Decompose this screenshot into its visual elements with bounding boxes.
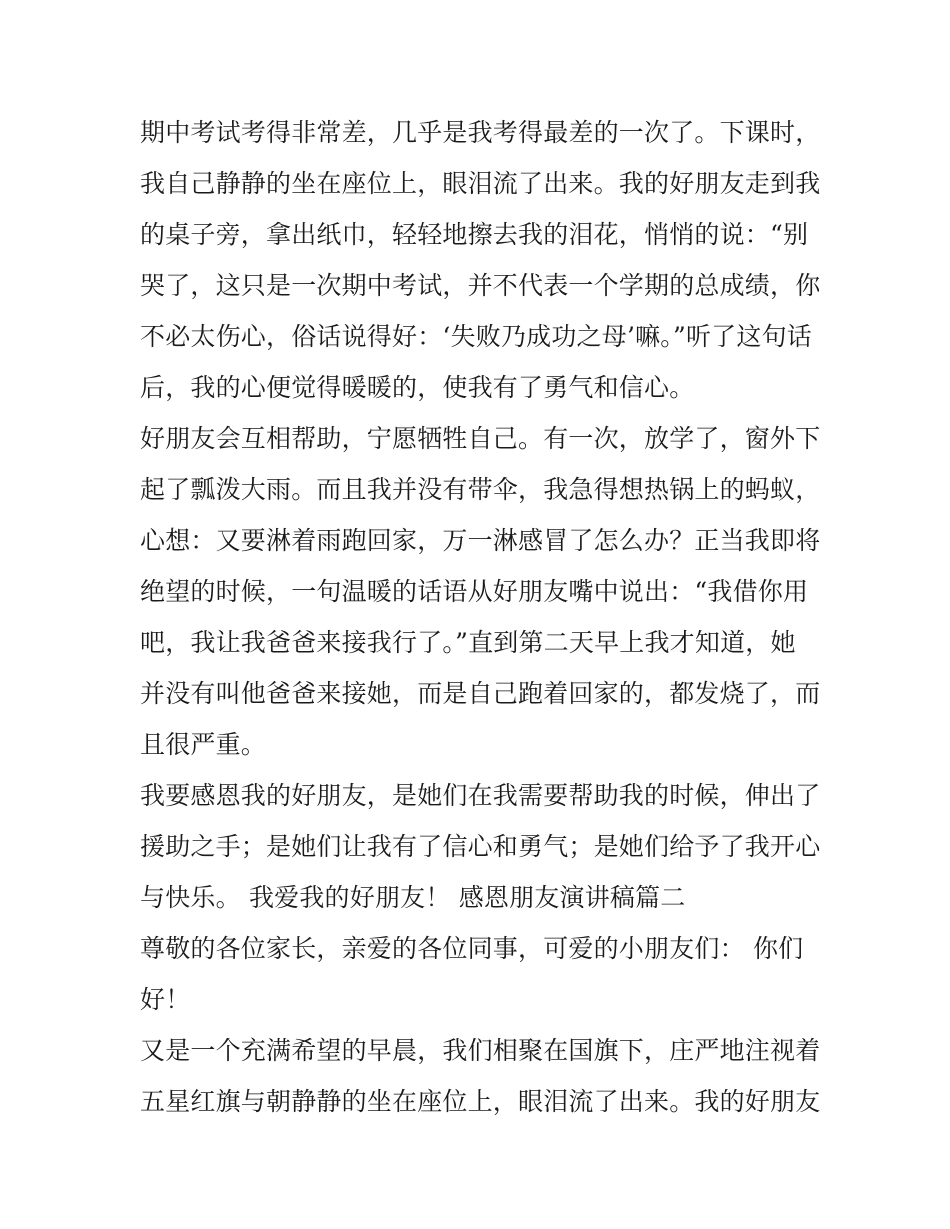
text-line: 援助之手；是她们让我有了信心和勇气；是她们给予了我开心 bbox=[140, 832, 821, 861]
text-line: 且很严重。 bbox=[140, 730, 267, 759]
document-body bbox=[140, 107, 820, 1127]
text-line: 不必太伤心，俗话说得好：‘失败乃成功之母’嘛。”听了这句话 bbox=[140, 322, 812, 351]
text-line: 期中考试考得非常差，几乎是我考得最差的一次了。下课时， bbox=[140, 118, 821, 147]
text-line: 的桌子旁，拿出纸巾，轻轻地擦去我的泪花，悄悄的说：“别 bbox=[140, 220, 809, 249]
text-line: 并没有叫他爸爸来接她，而是自己跑着回家的，都发烧了，而 bbox=[140, 679, 821, 708]
text-line: 五星红旗与朝静静的坐在座位上，眼泪流了出来。我的好朋友 bbox=[140, 1087, 821, 1116]
text-line: 后，我的心便觉得暖暖的，使我有了勇气和信心。 bbox=[140, 373, 695, 402]
text-line: 我自己静静的坐在座位上，眼泪流了出来。我的好朋友走到我 bbox=[140, 169, 821, 198]
text-line: 我要感恩我的好朋友，是她们在我需要帮助我的时候，伸出了 bbox=[140, 781, 821, 810]
text-line: 好朋友会互相帮助，宁愿牺牲自己。有一次，放学了，窗外下 bbox=[140, 424, 821, 453]
text-line: 起了瓢泼大雨。而且我并没有带伞，我急得想热锅上的蚂蚁， bbox=[140, 475, 821, 504]
text-line: 尊敬的各位家长，亲爱的各位同事，可爱的小朋友们： 你们 bbox=[140, 934, 804, 963]
text-line: 绝望的时候，一句温暖的话语从好朋友嘴中说出：“我借你用 bbox=[140, 577, 809, 606]
text-line: 吧，我让我爸爸来接我行了。”直到第二天早上我才知道，她 bbox=[140, 628, 796, 657]
text-line: 又是一个充满希望的早晨，我们相聚在国旗下，庄严地注视着 bbox=[140, 1036, 821, 1065]
text-line: 哭了，这只是一次期中考试，并不代表一个学期的总成绩，你 bbox=[140, 271, 821, 300]
text-line: 与快乐。 我爱我的好朋友！ 感恩朋友演讲稿篇二 bbox=[140, 883, 686, 912]
text-line: 心想：又要淋着雨跑回家，万一淋感冒了怎么办？正当我即将 bbox=[140, 526, 821, 555]
text-line: 好！ bbox=[140, 985, 191, 1014]
